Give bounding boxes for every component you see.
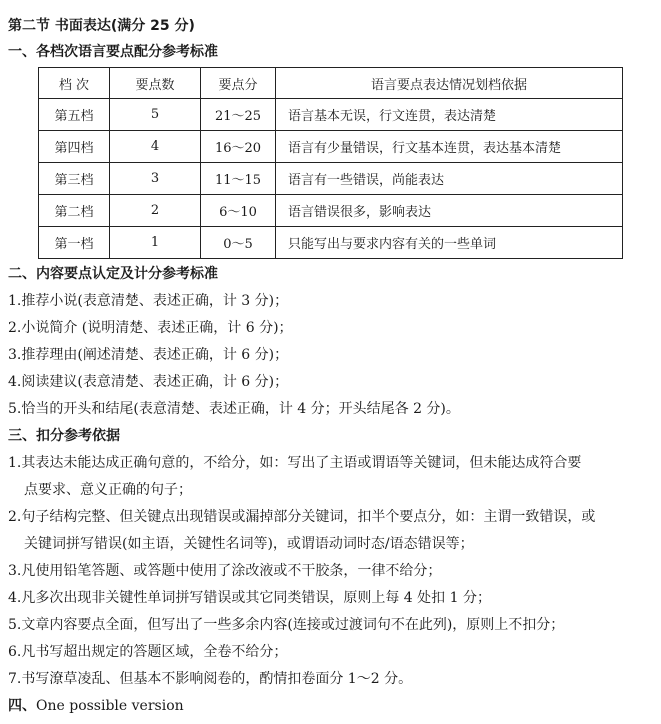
scoring-point-item: 5.恰当的开头和结尾(表意清楚、表述正确，计 4 分；开头结尾各 2 分)。 bbox=[8, 401, 460, 417]
section-title: 第二节 书面表达(满分 25 分) bbox=[8, 18, 195, 34]
points-count-cell: 2 bbox=[110, 195, 201, 227]
table-row bbox=[39, 163, 623, 195]
criteria-cell: 语言错误很多，影响表达 bbox=[276, 195, 623, 227]
score-range-cell: 6～10 bbox=[201, 195, 276, 227]
rubric-table bbox=[38, 67, 623, 259]
criteria-cell: 只能写出与要求内容有关的一些单词 bbox=[276, 227, 623, 259]
header-cell: 语言要点表达情况划档依据 bbox=[276, 68, 623, 99]
score-range-cell: 0～5 bbox=[201, 227, 276, 259]
deduction-rule-line: 点要求、意义正确的句子； bbox=[24, 482, 192, 498]
header-cell: 档 次 bbox=[39, 68, 110, 99]
grade-cell: 第五档 bbox=[39, 99, 110, 131]
criteria-cell: 语言基本无误，行文连贯，表达清楚 bbox=[276, 99, 623, 131]
points-count-cell: 3 bbox=[110, 163, 201, 195]
points-count-cell: 5 bbox=[110, 99, 201, 131]
part4-heading-prefix: 四、 bbox=[8, 698, 36, 714]
table-row bbox=[39, 99, 623, 131]
table-row bbox=[39, 227, 623, 259]
scoring-point-item: 3.推荐理由(阐述清楚、表述正确，计 6 分)； bbox=[8, 347, 289, 363]
criteria-cell: 语言有少量错误，行文基本连贯，表达基本清楚 bbox=[276, 131, 623, 163]
grade-cell: 第四档 bbox=[39, 131, 110, 163]
part3-heading: 三、扣分参考依据 bbox=[8, 428, 120, 444]
score-range-cell: 16～20 bbox=[201, 131, 276, 163]
deduction-rule-line: 4.凡多次出现非关键性单词拼写错误或其它同类错误，原则上每 4 处扣 1 分； bbox=[8, 590, 491, 606]
part1-heading: 一、各档次语言要点配分参考标准 bbox=[8, 44, 218, 60]
grade-cell: 第二档 bbox=[39, 195, 110, 227]
table-row bbox=[39, 195, 623, 227]
part4-heading bbox=[8, 697, 184, 715]
scoring-point-item: 2.小说简介 (说明清楚、表述正确，计 6 分)； bbox=[8, 320, 293, 336]
part4-heading-text: One possible version bbox=[36, 698, 184, 714]
scoring-point-item: 1.推荐小说(表意清楚、表述正确，计 3 分)； bbox=[8, 293, 289, 309]
header-cell: 要点分 bbox=[201, 68, 276, 99]
table-row bbox=[39, 131, 623, 163]
deduction-rule-line: 7.书写潦草凌乱、但基本不影响阅卷的，酌情扣卷面分 1～2 分。 bbox=[8, 671, 413, 687]
deduction-rule-line: 3.凡使用铅笔答题、或答题中使用了涂改液或不干胶条，一律不给分； bbox=[8, 563, 442, 579]
deduction-rule-line: 6.凡书写超出规定的答题区域，全卷不给分； bbox=[8, 644, 288, 660]
grade-cell: 第三档 bbox=[39, 163, 110, 195]
part2-heading: 二、内容要点认定及计分参考标准 bbox=[8, 266, 218, 282]
deduction-rule-line: 2.句子结构完整、但关键点出现错误或漏掉部分关键词，扣半个要点分，如：主谓一致错误，或 bbox=[8, 509, 596, 525]
header-cell: 要点数 bbox=[110, 68, 201, 99]
deduction-rule-line: 1.其表达未能达成正确句意的，不给分，如：写出了主语或谓语等关键词，但未能达成符合要 bbox=[8, 455, 582, 471]
score-range-cell: 11～15 bbox=[201, 163, 276, 195]
criteria-cell: 语言有一些错误，尚能表达 bbox=[276, 163, 623, 195]
points-count-cell: 4 bbox=[110, 131, 201, 163]
points-count-cell: 1 bbox=[110, 227, 201, 259]
deduction-rule-line: 5.文章内容要点全面，但写出了一些多余内容(连接或过渡词句不在此列)，原则上不扣分； bbox=[8, 617, 565, 633]
table-header-row bbox=[39, 68, 623, 99]
scoring-point-item: 4.阅读建议(表意清楚、表述正确，计 6 分)； bbox=[8, 374, 289, 390]
score-range-cell: 21～25 bbox=[201, 99, 276, 131]
grade-cell: 第一档 bbox=[39, 227, 110, 259]
deduction-rule-line: 关键词拼写错误(如主语，关键性名词等)，或谓语动词时态/语态错误等； bbox=[24, 536, 474, 552]
